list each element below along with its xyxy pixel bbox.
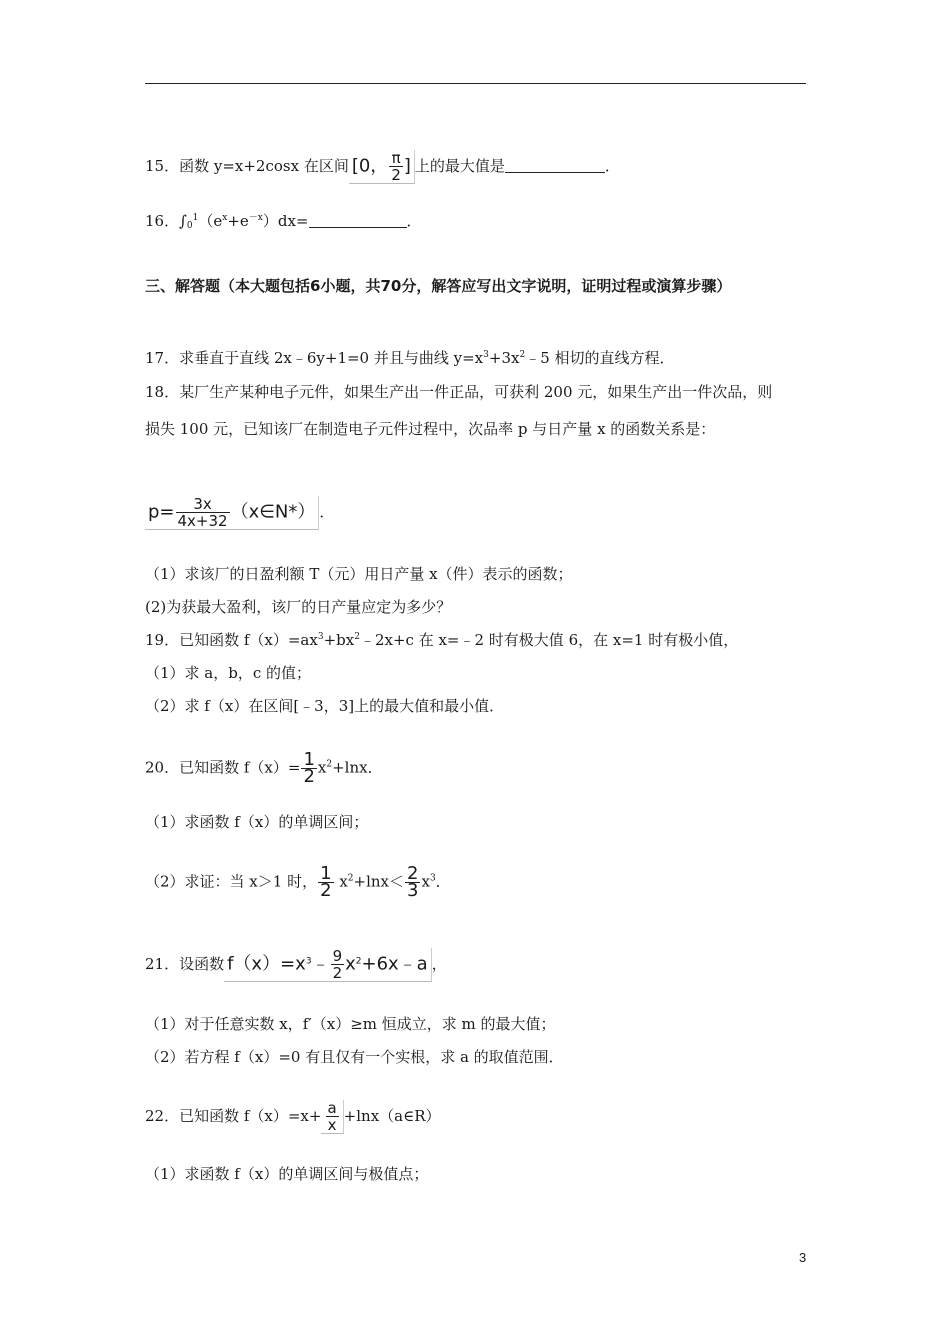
question-18-line-1: 18．某厂生产某种电子元件，如果生产出一件正品，可获利 200 元，如果生产出一件次品，则 bbox=[145, 383, 773, 401]
question-20-sub-2: （2）求证：当 x＞1 时， $\frac{1}{2}$ $x^2+\ln x<$ $\frac{2}{3}$ $x^3$． bbox=[145, 863, 451, 901]
q15-answer-blank bbox=[505, 158, 605, 173]
header-rule bbox=[145, 83, 806, 84]
question-19-sub-1: （1）求 a，b，c 的值； bbox=[145, 664, 312, 682]
q22-frac-formula: $\frac{a}{x}$ bbox=[321, 1100, 343, 1134]
question-22-sub-1: （1）求函数 f（x）的单调区间与极值点； bbox=[145, 1165, 429, 1183]
question-18-sub-2: (2)为获最大盈利，该厂的日产量应定为多少？ bbox=[145, 598, 452, 616]
page-number: 3 bbox=[799, 1250, 807, 1265]
question-21: 21．设函数 $f(x)=x^3﹣$ $\frac{9}{2}$ $x^2+6x﹣a$ ， bbox=[145, 947, 447, 982]
question-18-formula: p= $\frac{3x}{4x+32}$ （x∈N*） ． bbox=[145, 496, 334, 530]
question-21-sub-2: （2）若方程 f（x）=0 有且仅有一个实根，求 a 的取值范围． bbox=[145, 1048, 564, 1066]
q15-suffix: 上的最大值是 bbox=[414, 157, 505, 175]
q16-answer-blank bbox=[309, 213, 407, 228]
q15-text: 15．函数 y=x+2cosx 在区间 bbox=[145, 157, 349, 175]
question-19-sub-2: （2）求 f（x）在区间[﹣3，3]上的最大值和最小值． bbox=[145, 697, 505, 715]
q15-interval-formula: [0， $\frac{\pi}{2}$ ] bbox=[349, 150, 415, 184]
question-15: 15．函数 y=x+2cosx 在区间 [0， $\frac{\pi}{2}$ ] 上的最大值是 ． bbox=[145, 149, 620, 184]
section-3-heading: 三、解答题（本大题包括6小题，共70分，解答应写出文字说明，证明过程或演算步骤） bbox=[145, 277, 732, 295]
question-18-sub-1: （1）求该厂的日盈利额 T（元）用日产量 x（件）表示的函数； bbox=[145, 565, 573, 583]
question-22: 22．已知函数 f（x）=x+ $\frac{a}{x}$ +lnx（a∈R） bbox=[145, 1099, 441, 1134]
q21-f-formula: $f(x)=x^3﹣$ $\frac{9}{2}$ $x^2+6x﹣a$ bbox=[224, 948, 432, 982]
question-20: 20．已知函数 f（x）= $\frac{1}{2}$ $x^2+\ln x$． bbox=[145, 749, 383, 787]
question-21-sub-1: （1）对于任意实数 x，f′（x）≥m 恒成立，求 m 的最大值； bbox=[145, 1015, 556, 1033]
question-17: 17．求垂直于直线 2x﹣6y+1=0 并且与曲线 $y=x^3+3x^2﹣5$ 相切的直线方程． bbox=[145, 349, 675, 367]
question-20-sub-1: （1）求函数 f（x）的单调区间； bbox=[145, 813, 369, 831]
question-18-line-2: 损失 100 元，已知该厂在制造电子元件过程中，次品率 p 与日产量 x 的函数关系是： bbox=[145, 420, 716, 438]
q18-p-formula: p= $\frac{3x}{4x+32}$ （x∈N*） bbox=[145, 496, 319, 530]
question-16: 16．$\int_0^1(e^x+e^{-x})dx=$ ． bbox=[145, 212, 422, 231]
question-19: 19．已知函数 $f(x)=ax^3+bx^2﹣2x+c$ 在 x=﹣2 时有极大值 6，在 x=1 时有极小值， bbox=[145, 631, 739, 649]
